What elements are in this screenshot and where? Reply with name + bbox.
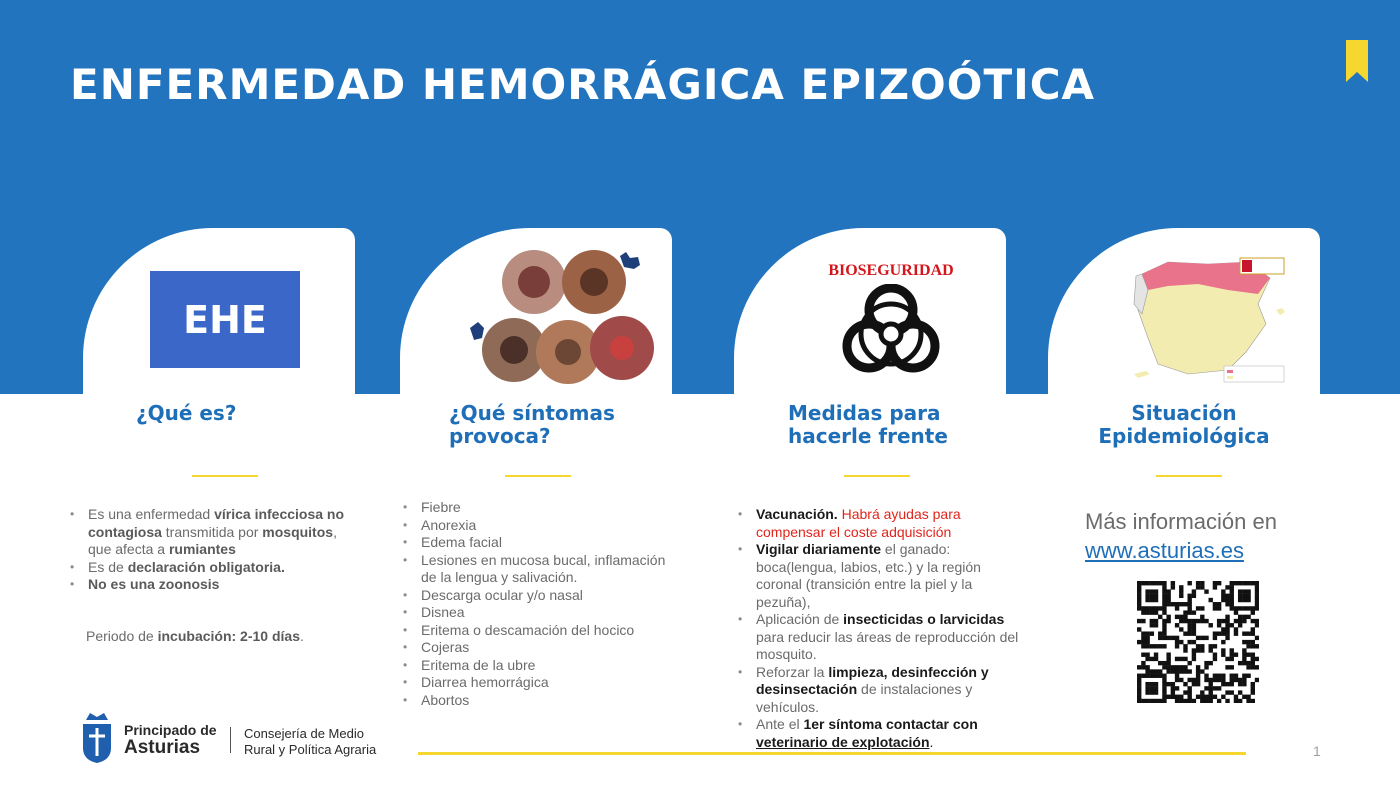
list-item: • Eritema de la ubre	[401, 657, 671, 675]
divider-line	[1156, 475, 1222, 477]
heading-sintomas: ¿Qué síntomas provoca?	[449, 401, 615, 448]
heading-situacion: Situación Epidemiológica	[1098, 401, 1270, 448]
list-item: • Fiebre	[401, 499, 671, 517]
org-name-line1: Principado de	[124, 722, 217, 738]
list-item: • Descarga ocular y/o nasal	[401, 587, 671, 605]
list-item: • Es una enfermedad vírica infecciosa no contagiosa transmitida por mosquitos, que afecta a rumiantes	[68, 506, 358, 559]
list-item: • No es una zoonosis	[68, 576, 358, 594]
footer-line	[418, 752, 1246, 755]
biosecurity-label: BIOSEGURIDAD	[828, 262, 954, 279]
ehe-logo	[150, 271, 300, 368]
department-line1: Consejería de Medio	[244, 726, 364, 741]
divider-line	[192, 475, 258, 477]
incubation-text: Periodo de incubación: 2-10 días.	[86, 628, 304, 644]
que-es-list	[68, 506, 358, 594]
medidas-list	[736, 506, 1028, 751]
list-item: • Ante el 1er síntoma contactar con veterinario de explotación.	[736, 716, 1028, 751]
org-name-line2: Asturias	[124, 737, 201, 758]
list-item: • Es de declaración obligatoria.	[68, 559, 358, 577]
heading-medidas: Medidas para hacerle frente	[788, 401, 948, 448]
list-item: • Aplicación de insecticidas o larvicidas para reducir las áreas de reproducción del mosquito.	[736, 611, 1028, 664]
divider-line	[844, 475, 910, 477]
symptoms-list	[401, 499, 671, 709]
divider-line	[505, 475, 571, 477]
list-item: • Eritema o descamación del hocico	[401, 622, 671, 640]
list-item: • Vacunación. Habrá ayudas para compensar el coste adquisición	[736, 506, 1028, 541]
list-item: • Abortos	[401, 692, 671, 710]
qr-code[interactable]	[1137, 581, 1259, 703]
bookmark-icon[interactable]	[1346, 40, 1368, 82]
page-title: ENFERMEDAD HEMORRÁGICA EPIZOÓTICA	[70, 60, 1096, 109]
more-info: Más información en www.asturias.es	[1085, 509, 1277, 563]
list-item: • Disnea	[401, 604, 671, 622]
page-number: 1	[1313, 743, 1321, 759]
asturias-coat-of-arms-icon	[80, 710, 114, 764]
list-item: • Edema facial	[401, 534, 671, 552]
heading-que-es: ¿Qué es?	[136, 401, 237, 425]
biosecurity-image	[808, 252, 974, 386]
list-item: • Cojeras	[401, 639, 671, 657]
biohazard-icon	[841, 284, 941, 376]
list-item: • Lesiones en mucosa bucal, inflamación de la lengua y salivación.	[401, 552, 671, 587]
symptoms-photo-collage	[462, 248, 662, 388]
epidemiological-map	[1128, 254, 1290, 386]
list-item: • Anorexia	[401, 517, 671, 535]
list-item: • Diarrea hemorrágica	[401, 674, 671, 692]
list-item: • Reforzar la limpieza, desinfección y desinsectación de instalaciones y vehículos.	[736, 664, 1028, 717]
asturias-link[interactable]: www.asturias.es	[1085, 538, 1244, 563]
list-item: • Vigilar diariamente el ganado: boca(lengua, labios, etc.) y la región coronal (transición entre la piel y la pezuña),	[736, 541, 1028, 611]
department-line2: Rural y Política Agraria	[244, 742, 377, 757]
footer-divider	[230, 727, 231, 753]
ehe-logo-text: EHE	[183, 297, 267, 342]
